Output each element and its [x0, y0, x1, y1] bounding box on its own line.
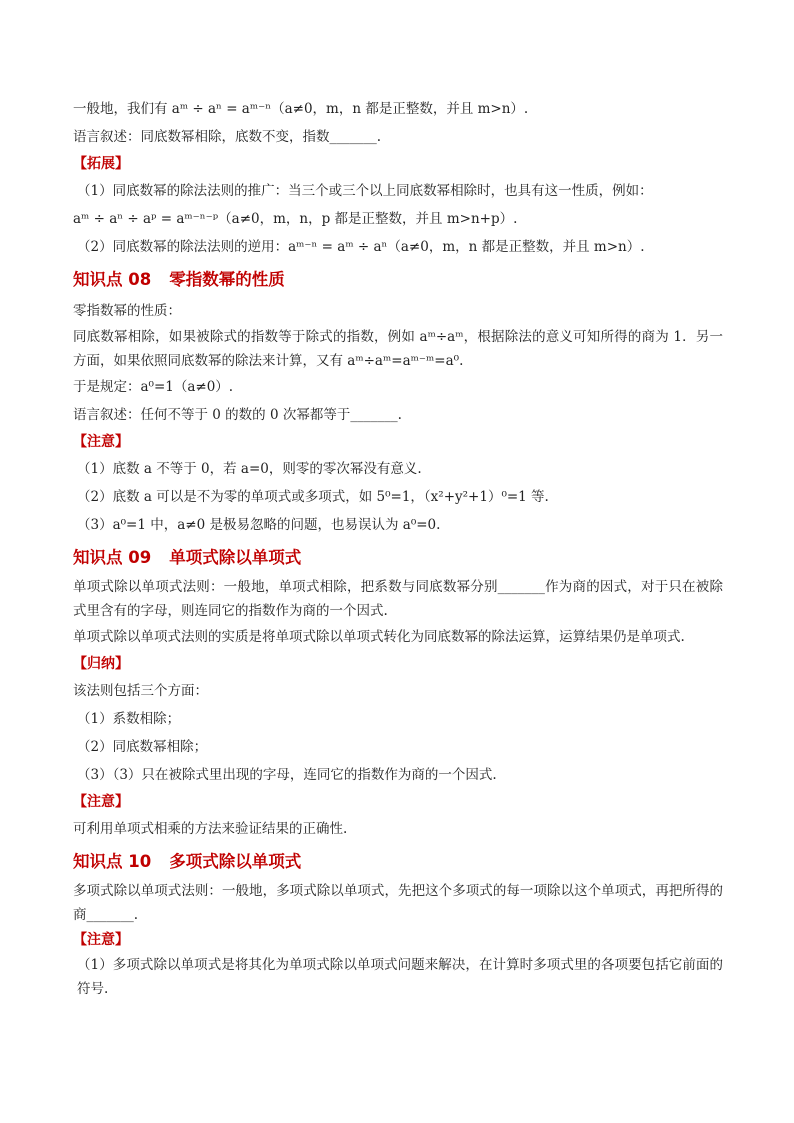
note-1-item-1: （1）底数 a 不等于 0，若 a=0，则零的零次幂没有意义.	[77, 461, 422, 477]
note-1-item-3: （3）a⁰=1 中，a≠0 是极易忽略的问题，也易误认为 a⁰=0.	[77, 517, 441, 533]
mono-div-rule: 单项式除以单项式法则：一般地，单项式相除，把系数与同底数幂分别_______作为商的因式，对于只在被除式里含有的字母，则连同它的指数作为商的一个因式.	[73, 579, 723, 619]
section-number: 知识点 08	[73, 270, 152, 289]
tag-note-3: 【注意】	[73, 932, 129, 948]
section-number: 知识点 10	[73, 852, 152, 871]
rule-statement: 语言叙述：同底数幂相除，底数不变，指数_______.	[73, 129, 382, 145]
expand-item-2: （2）同底数幂的除法法则的逆用：aᵐ⁻ⁿ = aᵐ ÷ aⁿ（a≠0，m，n 都是正整数，并且 m>n）.	[77, 239, 645, 255]
summary-intro: 该法则包括三个方面：	[73, 683, 208, 699]
section-heading-10	[73, 845, 723, 879]
note-2-text: 可利用单项式相乘的方法来验证结果的正确性.	[73, 821, 348, 837]
summary-item-2: （2）同底数幂相除；	[77, 739, 208, 755]
document-page	[73, 95, 723, 1001]
section-title: 零指数幂的性质	[169, 270, 285, 289]
tag-summary: 【归纳】	[73, 656, 129, 672]
tag-note-1: 【注意】	[73, 434, 129, 450]
tag-note-2: 【注意】	[73, 794, 129, 810]
tag-expand: 【拓展】	[73, 156, 129, 172]
note-1-item-2: （2）底数 a 可以是不为零的单项式或多项式，如 5⁰=1，（x²+y²+1）⁰=1 等.	[77, 489, 549, 505]
zero-exp-label: 零指数幂的性质：	[73, 303, 181, 319]
section-title: 单项式除以单项式	[169, 548, 302, 567]
section-title: 多项式除以单项式	[169, 852, 302, 871]
mono-div-essence: 单项式除以单项式法则的实质是将单项式除以单项式转化为同底数幂的除法运算，运算结果仍是单项式.	[73, 629, 685, 645]
section-heading-09	[73, 541, 723, 575]
zero-exp-paragraph: 同底数幂相除，如果被除式的指数等于除式的指数，例如 aᵐ÷aᵐ，根据除法的意义可知所得的商为 1．另一方面，如果依照同底数幂的除法来计算，又有 aᵐ÷aᵐ=aᵐ⁻ᵐ=a⁰.	[73, 329, 723, 369]
note-3-item-1: （1）多项式除以单项式是将其化为单项式除以单项式问题来解决，在计算时多项式里的各项要包括它前面的符号.	[77, 957, 723, 997]
summary-item-3: （3）（3）只在被除式里出现的字母，连同它的指数作为商的一个因式.	[77, 767, 497, 783]
zero-exp-rule: 于是规定：a⁰=1（a≠0）.	[73, 379, 234, 395]
expand-formula: aᵐ ÷ aⁿ ÷ aᵖ = aᵐ⁻ⁿ⁻ᵖ（a≠0，m，n，p 都是正整数，并且 m>n+p）.	[73, 211, 518, 227]
summary-item-1: （1）系数相除；	[77, 711, 181, 727]
expand-item-1: （1）同底数幂的除法法则的推广：当三个或三个以上同底数幂相除时，也具有这一性质，例如：	[77, 183, 653, 199]
section-heading-08	[73, 263, 723, 297]
rule-general: 一般地，我们有 aᵐ ÷ aⁿ = aᵐ⁻ⁿ（a≠0，m，n 都是正整数，并且 m>n）.	[73, 101, 529, 117]
zero-exp-statement: 语言叙述：任何不等于 0 的数的 0 次幂都等于_______.	[73, 407, 402, 423]
section-number: 知识点 09	[73, 548, 152, 567]
poly-div-rule: 多项式除以单项式法则：一般地，多项式除以单项式，先把这个多项式的每一项除以这个单项式，再把所得的商_______.	[73, 883, 723, 923]
